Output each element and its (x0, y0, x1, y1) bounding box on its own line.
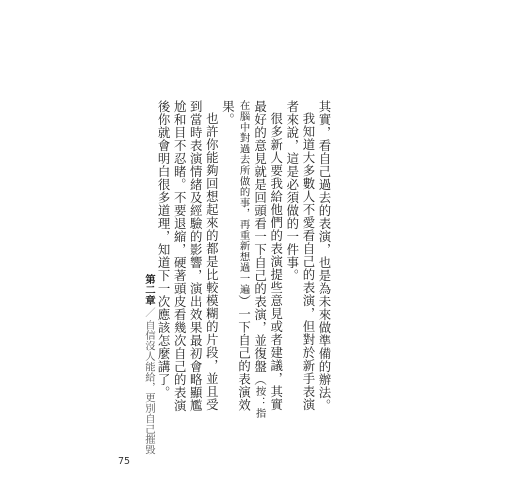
paragraph-4-text: 也許你能夠回想起來的都是比較模糊的片段，並且受到當時表演情緒及經驗的影響，演出效果最初會略顯尷尬和目不忍睹。不要退縮，硬著頭皮看幾次自己的表演後你就會明白很多道理，知道下一次應該怎麼講了。 (156, 100, 220, 412)
paragraph-2 (284, 100, 316, 420)
paragraph-3-text-after: ）一下自己的表演效果。 (220, 100, 252, 412)
paragraph-3-text: 很多新人要我給他們的表演提些意見或者建議，其實最好的意見就是回頭看一下自己的表演，並復盤（ (252, 100, 284, 412)
body-text (156, 100, 332, 420)
paragraph-2-text: 我知道大多數人不愛看自己的表演，但對於新手表演者來說，這是必須做的一件事。 (284, 100, 316, 412)
running-header (140, 274, 156, 455)
chapter-label: 第二章 (143, 274, 155, 306)
page-number: 75 (118, 456, 131, 467)
paragraph-3 (219, 100, 283, 420)
paragraph-1-text: 其實，看自己過去的表演，也是為未來做準備的辦法。 (317, 100, 332, 412)
paragraph-4 (155, 100, 219, 420)
chapter-title: 自信沒人能給，更別自己摧毀 (143, 319, 155, 455)
header-separator: ／ (143, 307, 155, 318)
paragraph-1 (316, 100, 332, 420)
paragraph-3-note: 按：指在腦中對過去所做的事，再重新想過一遍 (237, 100, 266, 419)
